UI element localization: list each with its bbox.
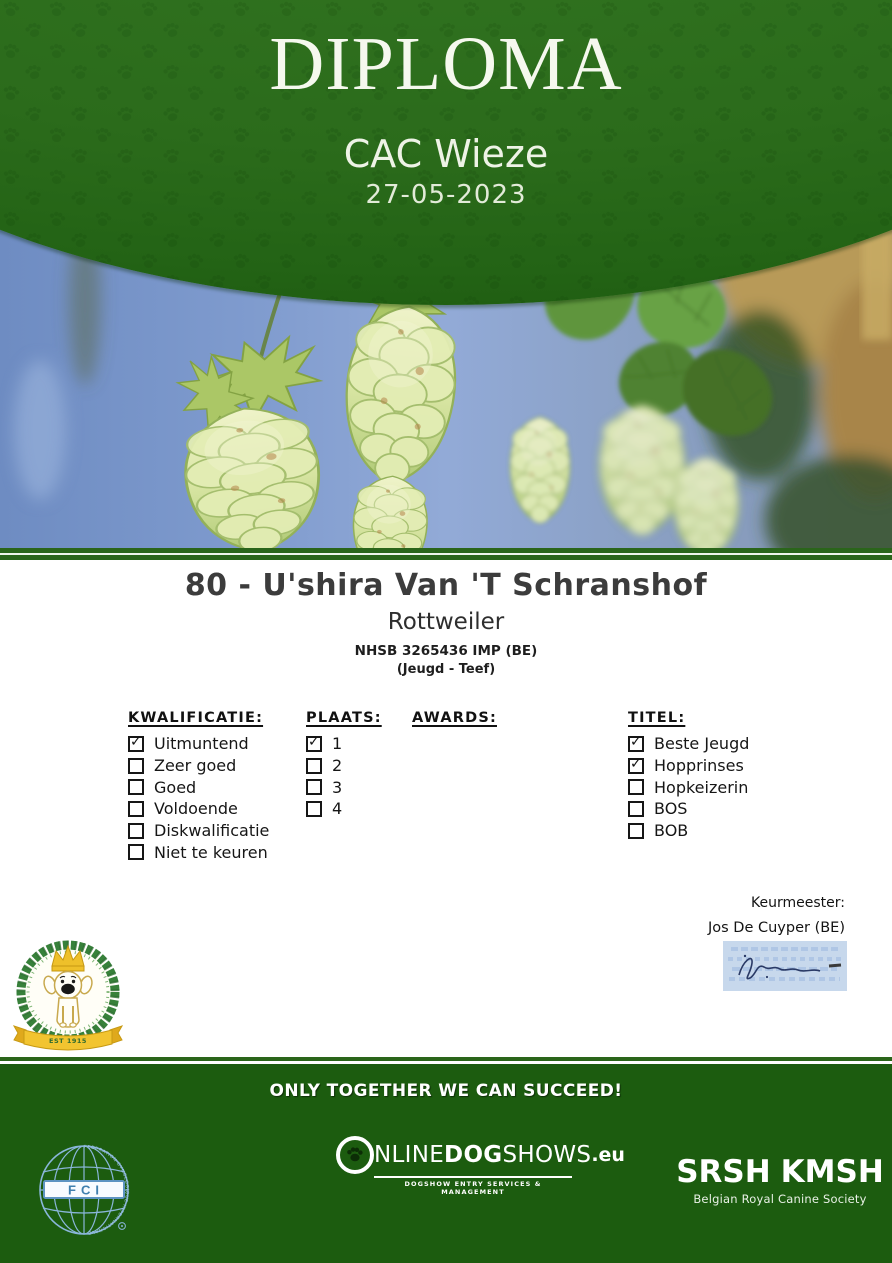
checkbox-label: Goed: [154, 777, 197, 797]
fci-ring-text: FEDERATION CYNOLOGIQUE INTERNATIONALE: [83, 1143, 130, 1236]
checkbox-label: 2: [332, 756, 343, 776]
qualification-row: [128, 841, 269, 863]
judge-label: Keurmeester:: [751, 895, 845, 911]
checkbox-place-4-icon: [306, 801, 322, 817]
ods-logo: [336, 1136, 625, 1196]
dog-registration: NHSB 3265436 IMP (BE): [354, 643, 538, 659]
dog-breed: Rottweiler: [387, 609, 505, 635]
qualification-row: [128, 733, 269, 755]
place-header: PLAATS:: [306, 710, 382, 726]
ods-tagline: DOGSHOW ENTRY SERVICES & MANAGEMENT: [404, 1180, 542, 1196]
signature-image: [723, 941, 847, 995]
qualification-header: KWALIFICATIE:: [128, 710, 264, 726]
footer-slogan: ONLY TOGETHER WE CAN SUCCEED!: [269, 1081, 623, 1101]
checkbox-place-1-icon: [306, 736, 322, 752]
ods-text-shows: SHOWS: [502, 1142, 592, 1168]
awards-header: AWARDS:: [412, 710, 497, 726]
club-logo: [8, 936, 128, 1062]
checkbox-voldoende-icon: [128, 801, 144, 817]
fci-globe-icon: [34, 1140, 134, 1240]
checkbox-beste-jeugd-icon: [628, 736, 644, 752]
srsh-text: SRSH: [676, 1153, 771, 1190]
checkbox-diskwalificatie-icon: [128, 823, 144, 839]
qualification-row: [128, 820, 269, 842]
checkbox-hopkeizerin-icon: [628, 779, 644, 795]
qualification-row: [128, 776, 269, 798]
checkbox-label: 3: [332, 777, 343, 797]
ods-underline: [374, 1176, 572, 1178]
judge-block: [708, 895, 845, 936]
title-row: [628, 776, 749, 798]
checkbox-uitmuntend-icon: [128, 736, 144, 752]
qualification-row: [128, 798, 269, 820]
place-row: [306, 755, 382, 777]
dog-headline: 80 - U'shira Van 'T Schranshof: [184, 568, 708, 603]
checkbox-label: Beste Jeugd: [654, 734, 750, 754]
checkbox-zeer-goed-icon: [128, 758, 144, 774]
judge-name: Jos De Cuyper (BE): [707, 920, 845, 936]
checkbox-label: Niet te keuren: [154, 842, 268, 862]
srsh-tagline: Belgian Royal Canine Society: [693, 1192, 867, 1206]
ods-text-dog: DOG: [444, 1142, 503, 1168]
checkbox-label: Diskwalificatie: [154, 821, 270, 841]
title-row: [628, 798, 749, 820]
footer-separator: [0, 1057, 892, 1064]
checkbox-label: 4: [332, 799, 343, 819]
dog-identity: [0, 570, 892, 677]
event-name: CAC Wieze: [343, 132, 549, 176]
fci-logo: [34, 1140, 134, 1244]
paw-icon: [336, 1136, 374, 1174]
checkbox-place-2-icon: [306, 758, 322, 774]
title-row: [628, 820, 749, 842]
dog-class-sex: (Jeugd - Teef): [396, 662, 496, 677]
qualification-column: [128, 710, 269, 863]
checkbox-label: Hopprinses: [654, 756, 744, 776]
title-row: [628, 755, 749, 777]
checkbox-label: Hopkeizerin: [654, 777, 749, 797]
checkbox-hopprinses-icon: [628, 758, 644, 774]
checkbox-label: BOB: [654, 821, 689, 841]
crowned-dog-wreath-icon: [8, 936, 128, 1058]
signature-scribble-icon: [723, 941, 847, 991]
place-column: [306, 710, 382, 820]
ods-text-eu: .eu: [591, 1144, 625, 1166]
srsh-kmsh-logo: [676, 1153, 884, 1206]
photo-separator: [0, 548, 892, 560]
checkbox-place-3-icon: [306, 779, 322, 795]
qualification-row: [128, 755, 269, 777]
titles-header: TITEL:: [628, 710, 686, 726]
checkbox-label: Uitmuntend: [154, 734, 249, 754]
checkbox-label: Zeer goed: [154, 756, 237, 776]
srsh-row: [676, 1153, 884, 1190]
place-row: [306, 798, 382, 820]
ods-text-nline: NLINE: [374, 1142, 445, 1168]
title-row: [628, 733, 749, 755]
fci-abbr: FCI: [68, 1182, 104, 1198]
checkbox-goed-icon: [128, 779, 144, 795]
checkbox-niet-te-keuren-icon: [128, 844, 144, 860]
checkbox-bos-icon: [628, 801, 644, 817]
awards-column: [412, 710, 497, 733]
checkbox-label: 1: [332, 734, 343, 754]
place-row: [306, 776, 382, 798]
event-date: 27-05-2023: [365, 180, 527, 210]
checkbox-label: BOS: [654, 799, 688, 819]
diploma-title: DIPLOMA: [269, 22, 623, 106]
checkbox-label: Voldoende: [154, 799, 238, 819]
titles-column: [628, 710, 749, 841]
footer: [0, 1064, 892, 1263]
club-ribbon-text: EST 1915: [49, 1037, 87, 1045]
checkbox-bob-icon: [628, 823, 644, 839]
ods-logo-row: [336, 1136, 625, 1174]
kmsh-text: KMSH: [780, 1153, 884, 1190]
place-row: [306, 733, 382, 755]
